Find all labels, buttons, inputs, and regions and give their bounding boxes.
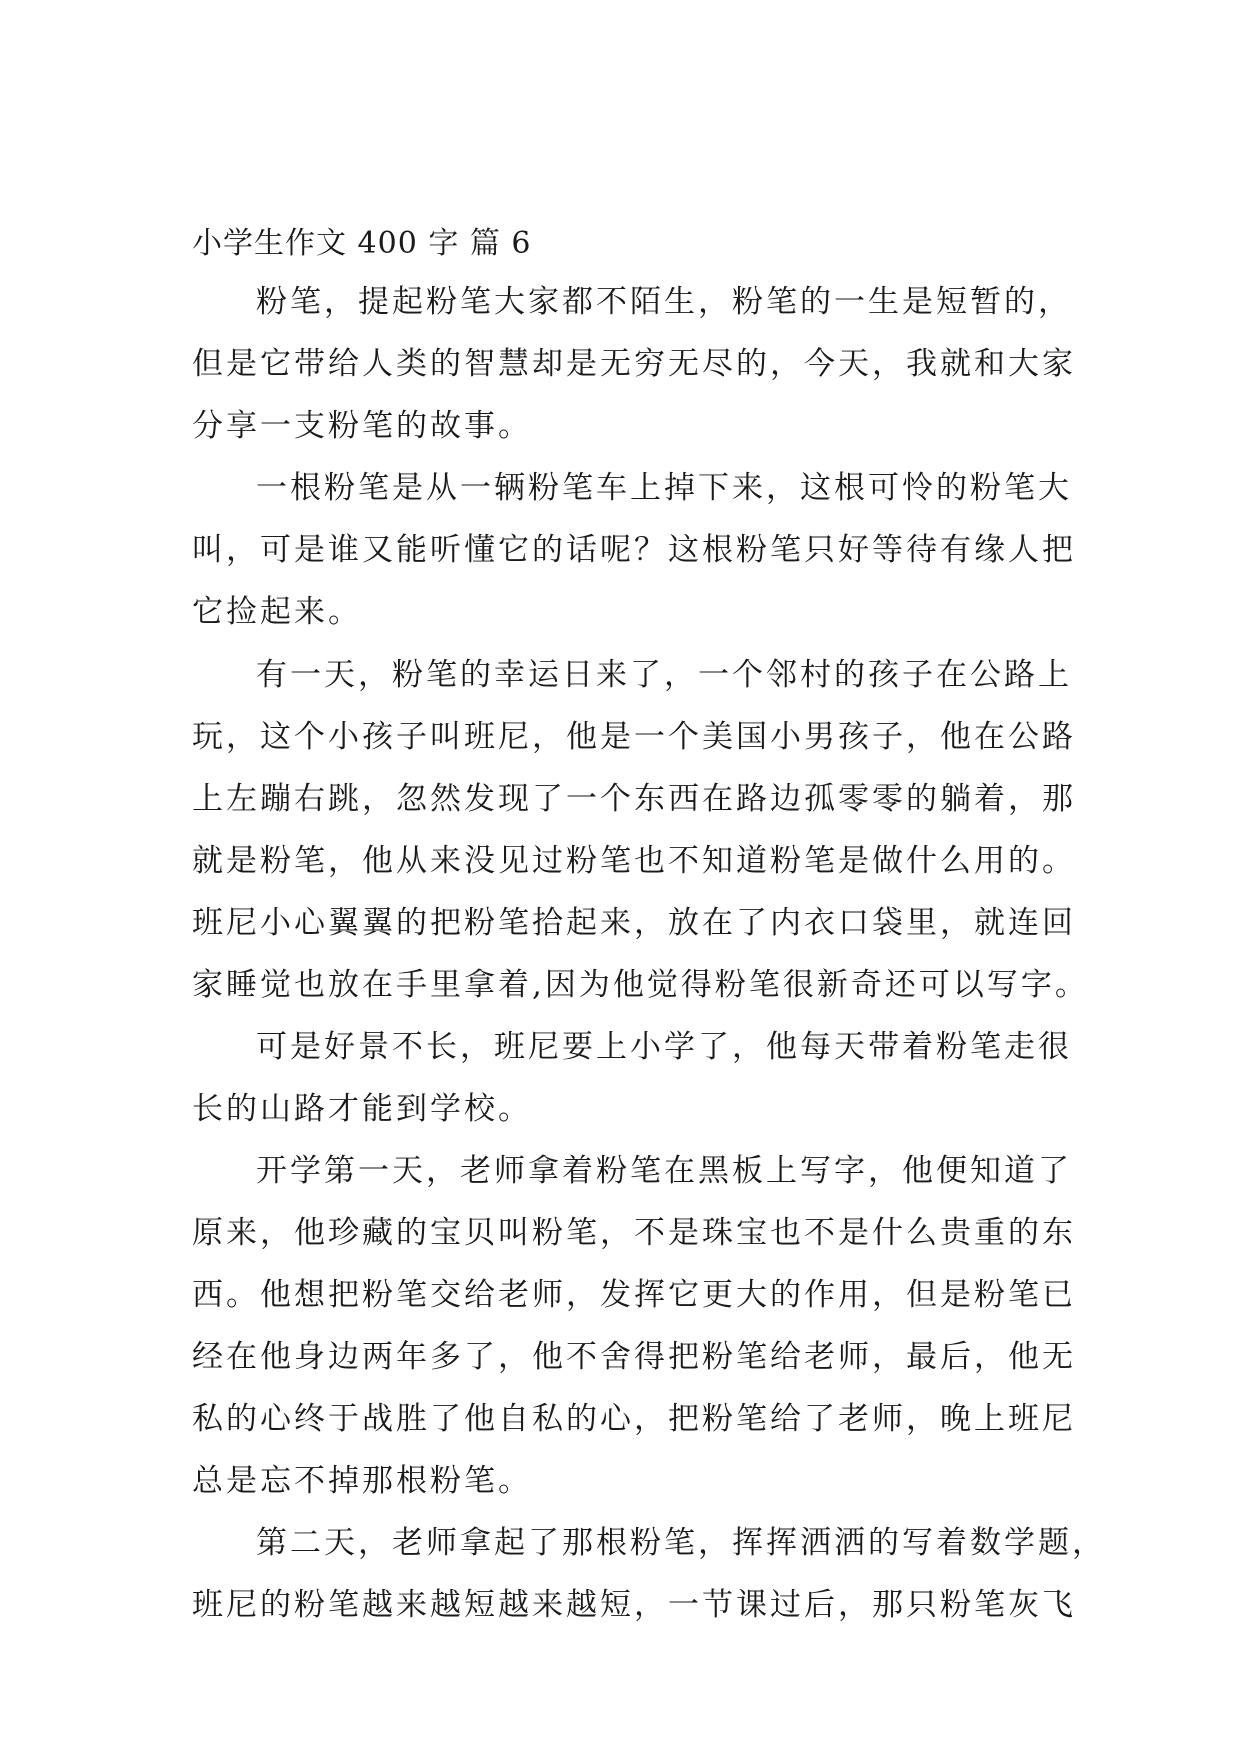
text-line: 就是粉笔，他从来没见过粉笔也不知道粉笔是做什么用的。: [192, 843, 1076, 879]
text-line: 家睡觉也放在手里拿着,因为他觉得粉笔很新奇还可以写字。: [192, 967, 1089, 1003]
text-line: 有一天，粉笔的幸运日来了，一个邻村的孩子在公路上: [256, 657, 1072, 693]
text-line: 原来，他珍藏的宝贝叫粉笔，不是珠宝也不是什么贵重的东: [192, 1215, 1076, 1251]
text-line: 一根粉笔是从一辆粉笔车上掉下来，这根可怜的粉笔大: [256, 470, 1072, 506]
text-line: 第二天，老师拿起了那根粉笔，挥挥洒洒的写着数学题，: [256, 1525, 1106, 1561]
text-line: 开学第一天，老师拿着粉笔在黑板上写字，他便知道了: [256, 1153, 1072, 1189]
text-line: 上左蹦右跳，忽然发现了一个东西在路边孤零零的躺着，那: [192, 781, 1076, 817]
text-line: 私的心终于战胜了他自私的心，把粉笔给了老师，晚上班尼: [192, 1401, 1076, 1437]
text-line: 但是它带给人类的智慧却是无穷无尽的，今天，我就和大家: [192, 346, 1076, 382]
text-line: 它捡起来。: [192, 594, 362, 630]
text-line: 叫，可是谁又能听懂它的话呢？这根粉笔只好等待有缘人把: [192, 532, 1076, 568]
text-line: 粉笔，提起粉笔大家都不陌生，粉笔的一生是短暂的，: [256, 284, 1072, 320]
text-line: 西。他想把粉笔交给老师，发挥它更大的作用，但是粉笔已: [192, 1277, 1076, 1313]
text-line: 经在他身边两年多了，他不舍得把粉笔给老师，最后，他无: [192, 1339, 1076, 1375]
text-line: 玩，这个小孩子叫班尼，他是一个美国小男孩子，他在公路: [192, 719, 1076, 755]
document-title: 小学生作文 400 字 篇 6: [192, 226, 532, 261]
text-line: 班尼小心翼翼的把粉笔拾起来，放在了内衣口袋里，就连回: [192, 905, 1076, 941]
text-line: 班尼的粉笔越来越短越来越短，一节课过后，那只粉笔灰飞: [192, 1587, 1076, 1623]
text-line: 长的山路才能到学校。: [192, 1091, 532, 1127]
text-line: 分享一支粉笔的故事。: [192, 408, 532, 444]
text-line: 可是好景不长，班尼要上小学了，他每天带着粉笔走很: [256, 1029, 1072, 1065]
text-line: 总是忘不掉那根粉笔。: [192, 1463, 532, 1499]
